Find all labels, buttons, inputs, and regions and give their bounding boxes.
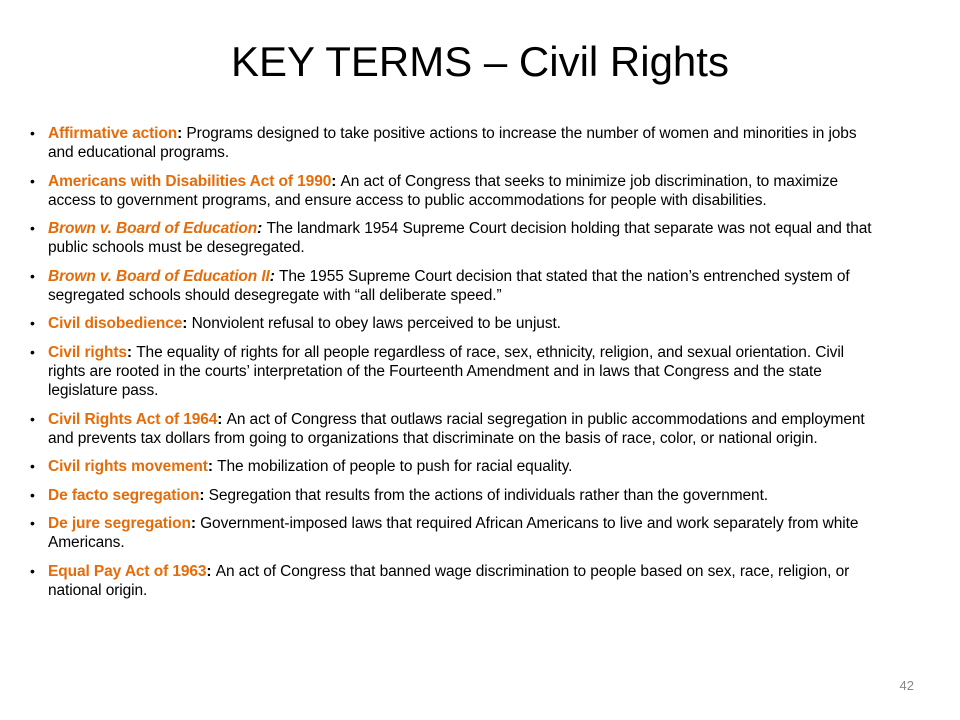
term-item-de-jure-segregation bbox=[30, 514, 880, 552]
term-item-affirmative-action bbox=[30, 124, 880, 162]
term-definition: An act of Congress that outlaws racial segregation in public accommodations and employment and prevents tax dollars from going to organizations that discriminate on the basis of race, color, or national origin. bbox=[48, 410, 865, 447]
term-definition: An act of Congress that seeks to minimize job discrimination, to maximize access to government programs, and ensure access to public accommodations for people with disabilities. bbox=[48, 172, 839, 209]
term-definition: Nonviolent refusal to obey laws perceived to be unjust. bbox=[191, 315, 561, 333]
term-item-equal-pay-act-1963 bbox=[30, 562, 880, 600]
term-label: De facto segregation bbox=[48, 486, 200, 504]
term-label: Brown v. Board of Education II bbox=[48, 267, 270, 285]
term-label: Civil rights movement bbox=[48, 458, 208, 476]
bullet-icon: • bbox=[30, 315, 35, 332]
term-colon: : bbox=[199, 486, 209, 504]
bullet-icon: • bbox=[30, 515, 35, 532]
term-definition: An act of Congress that banned wage discrimination to people based on sex, race, religion, or national origin. bbox=[48, 562, 850, 599]
term-definition: Programs designed to take positive actions to increase the number of women and minorities in jobs and educational programs. bbox=[48, 125, 857, 161]
bullet-icon: • bbox=[30, 220, 35, 237]
term-definition: The equality of rights for all people regardless of race, sex, ethnicity, religion, and sexual orientation. Civil rights are rooted in the courts’ interpretation of the Fourteenth Amendment and in laws that Congress and the state legislature pass. bbox=[48, 343, 845, 399]
bullet-icon: • bbox=[30, 172, 35, 189]
term-item-civil-rights bbox=[30, 343, 880, 400]
term-item-ada-1990 bbox=[30, 172, 880, 210]
term-item-brown-v-board-ii bbox=[30, 267, 880, 305]
term-item-civil-rights-movement bbox=[30, 457, 880, 476]
term-item-civil-rights-act-1964 bbox=[30, 410, 880, 448]
term-label: Civil disobedience bbox=[48, 315, 183, 333]
bullet-icon: • bbox=[30, 562, 35, 579]
term-colon: : bbox=[126, 343, 137, 361]
term-colon: : bbox=[331, 172, 341, 190]
bullet-icon: • bbox=[30, 458, 35, 475]
term-colon: : bbox=[207, 458, 218, 476]
term-definition: The 1955 Supreme Court decision that stated that the nation’s entrenched system of segregated schools should desegregate with “all deliberate speed.” bbox=[48, 267, 850, 304]
term-item-brown-v-board bbox=[30, 219, 880, 257]
term-definition: Government-imposed laws that required African Americans to live and work separately from white Americans. bbox=[48, 515, 859, 552]
bullet-icon: • bbox=[30, 410, 35, 427]
bullet-icon: • bbox=[30, 125, 35, 141]
slide-title: KEY TERMS – Civil Rights bbox=[231, 38, 729, 85]
term-colon: : bbox=[190, 515, 201, 533]
term-definition: Segregation that results from the actions of individuals rather than the government. bbox=[208, 486, 768, 504]
key-terms-list bbox=[30, 124, 880, 610]
term-label: Brown v. Board of Education bbox=[48, 220, 258, 238]
term-colon: : bbox=[257, 220, 267, 238]
bullet-icon: • bbox=[30, 267, 35, 284]
term-label: Equal Pay Act of 1963 bbox=[48, 562, 207, 580]
term-colon: : bbox=[182, 315, 192, 333]
term-label: Civil rights bbox=[48, 343, 127, 361]
term-colon: : bbox=[269, 267, 280, 285]
term-label: Affirmative action bbox=[48, 125, 178, 142]
term-item-civil-disobedience bbox=[30, 314, 880, 333]
term-label: De jure segregation bbox=[48, 515, 191, 533]
term-definition: The landmark 1954 Supreme Court decision holding that separate was not equal and that public schools must be desegregated. bbox=[48, 220, 872, 257]
bullet-icon: • bbox=[30, 486, 35, 503]
term-colon: : bbox=[177, 125, 187, 142]
term-colon: : bbox=[206, 562, 216, 580]
page-number: 42 bbox=[899, 678, 914, 693]
term-item-de-facto-segregation bbox=[30, 486, 880, 505]
term-label: Civil Rights Act of 1964 bbox=[48, 410, 218, 428]
term-definition: The mobilization of people to push for racial equality. bbox=[217, 458, 573, 476]
term-label: Americans with Disabilities Act of 1990 bbox=[48, 172, 332, 190]
bullet-icon: • bbox=[30, 343, 35, 360]
term-colon: : bbox=[217, 410, 227, 428]
